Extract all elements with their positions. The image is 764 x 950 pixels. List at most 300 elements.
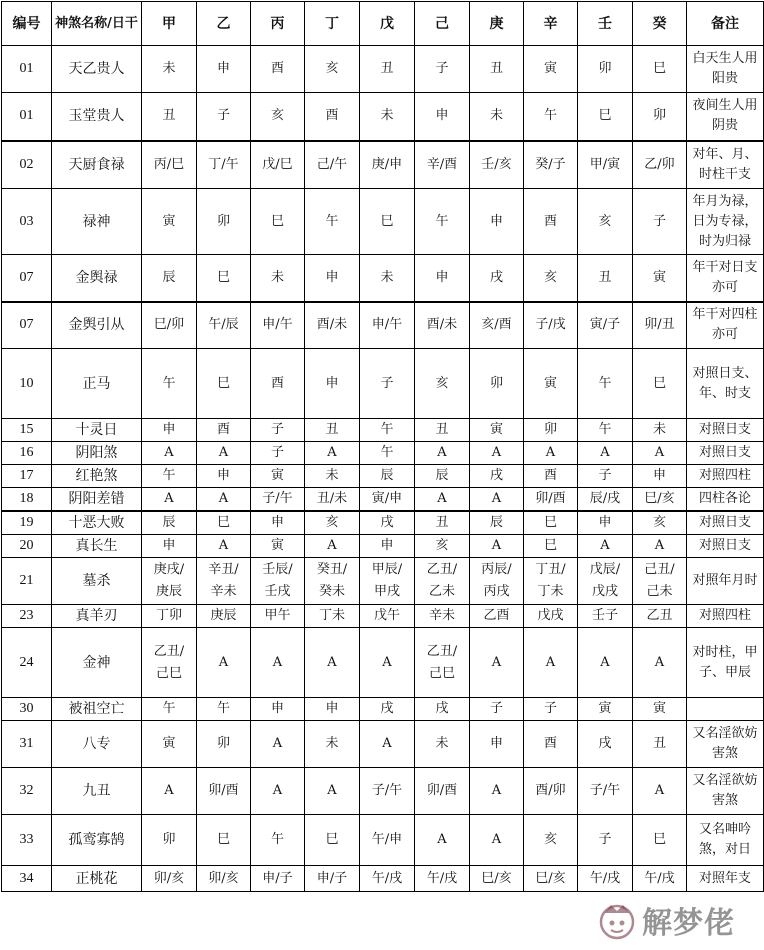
row-number: 02 <box>2 141 52 189</box>
table-row <box>2 46 764 93</box>
stem-cell: A <box>578 535 633 558</box>
stem-cell: 己/午 <box>305 141 360 189</box>
stem-cell: 申/午 <box>251 302 305 349</box>
stem-cell: 戌 <box>360 698 415 721</box>
stem-cell: A <box>142 442 197 465</box>
stem-cell: 甲午 <box>251 605 305 628</box>
stem-cell: 子 <box>197 93 251 141</box>
stem-cell: 酉 <box>305 93 360 141</box>
stem-cell: 寅 <box>142 189 197 255</box>
stem-cell: 子 <box>633 189 687 255</box>
stem-cell: 壬辰/ 壬戌 <box>251 558 305 605</box>
stem-cell: 申 <box>415 93 470 141</box>
stem-cell: 卯 <box>197 721 251 768</box>
stem-cell: 午 <box>578 419 633 442</box>
row-number: 30 <box>2 698 52 721</box>
remark-cell: 对照年月时 <box>687 558 764 605</box>
stem-cell: 庚辰 <box>197 605 251 628</box>
stem-cell: 甲/寅 <box>578 141 633 189</box>
header-cell: 丙 <box>251 2 305 46</box>
stem-cell: 午/戌 <box>578 866 633 892</box>
stem-cell: 巳/亥 <box>470 866 524 892</box>
stem-cell: A <box>360 628 415 698</box>
stem-cell: 午 <box>197 698 251 721</box>
remark-cell: 四柱各论 <box>687 488 764 512</box>
stem-cell: 辰 <box>142 511 197 535</box>
table-row <box>2 558 764 605</box>
stem-cell: 戌 <box>415 698 470 721</box>
stem-cell: A <box>305 442 360 465</box>
stem-cell: A <box>524 442 578 465</box>
shensha-name: 八专 <box>52 721 142 768</box>
remark-cell: 对照年支 <box>687 866 764 892</box>
shensha-name: 真长生 <box>52 535 142 558</box>
stem-cell: 申 <box>578 511 633 535</box>
stem-cell: 巳 <box>197 511 251 535</box>
stem-cell: 午 <box>142 349 197 419</box>
stem-cell: 巳 <box>305 815 360 866</box>
row-number: 23 <box>2 605 52 628</box>
shensha-name: 金神 <box>52 628 142 698</box>
table-row <box>2 93 764 141</box>
remark-cell: 对照日支 <box>687 419 764 442</box>
table-row <box>2 442 764 465</box>
stem-cell: A <box>305 535 360 558</box>
stem-cell: 壬/亥 <box>470 141 524 189</box>
table-row <box>2 189 764 255</box>
shensha-name: 天厨食禄 <box>52 141 142 189</box>
stem-cell: 未 <box>305 465 360 488</box>
stem-cell: 酉 <box>524 189 578 255</box>
stem-cell: 申 <box>470 721 524 768</box>
row-number: 16 <box>2 442 52 465</box>
row-number: 10 <box>2 349 52 419</box>
stem-cell: 卯 <box>578 46 633 93</box>
header-cell: 丁 <box>305 2 360 46</box>
row-number: 07 <box>2 302 52 349</box>
stem-cell: 申 <box>305 349 360 419</box>
stem-cell: 酉/未 <box>415 302 470 349</box>
stem-cell: 巳 <box>251 189 305 255</box>
stem-cell: 子 <box>578 815 633 866</box>
watermark <box>596 894 756 946</box>
stem-cell: A <box>578 628 633 698</box>
stem-cell: 亥 <box>305 511 360 535</box>
row-number: 19 <box>2 511 52 535</box>
stem-cell: 未 <box>415 721 470 768</box>
stem-cell: A <box>360 721 415 768</box>
stem-cell: 未 <box>305 721 360 768</box>
shensha-table <box>1 1 764 892</box>
stem-cell: 巳/亥 <box>633 488 687 512</box>
remark-cell: 对照日支 <box>687 442 764 465</box>
row-number: 01 <box>2 93 52 141</box>
stem-cell: 午 <box>360 419 415 442</box>
header-cell: 乙 <box>197 2 251 46</box>
remark-cell: 对照日支 <box>687 535 764 558</box>
stem-cell: 卯 <box>142 815 197 866</box>
stem-cell: 丑 <box>305 419 360 442</box>
stem-cell: 卯 <box>524 419 578 442</box>
stem-cell: 子/午 <box>251 488 305 512</box>
header-cell: 癸 <box>633 2 687 46</box>
stem-cell: 午 <box>524 93 578 141</box>
header-row <box>2 2 764 46</box>
stem-cell: 亥 <box>251 93 305 141</box>
table-row <box>2 698 764 721</box>
row-number: 15 <box>2 419 52 442</box>
stem-cell: A <box>470 442 524 465</box>
remark-cell: 夜间生人用阴贵 <box>687 93 764 141</box>
stem-cell: A <box>415 815 470 866</box>
stem-cell: 申 <box>251 698 305 721</box>
stem-cell: A <box>305 768 360 815</box>
stem-cell: 巳/卯 <box>142 302 197 349</box>
stem-cell: 子 <box>251 419 305 442</box>
stem-cell: 申 <box>305 255 360 302</box>
stem-cell: 巳 <box>633 46 687 93</box>
stem-cell: 子/午 <box>578 768 633 815</box>
stem-cell: 丁丑/ 丁未 <box>524 558 578 605</box>
table-row <box>2 628 764 698</box>
header-cell: 编号 <box>2 2 52 46</box>
stem-cell: 未 <box>360 93 415 141</box>
remark-cell: 又名淫欲妨害煞 <box>687 721 764 768</box>
row-number: 17 <box>2 465 52 488</box>
stem-cell: 卯/亥 <box>142 866 197 892</box>
row-number: 20 <box>2 535 52 558</box>
stem-cell: A <box>305 628 360 698</box>
stem-cell: 申 <box>197 46 251 93</box>
stem-cell: 辰 <box>142 255 197 302</box>
stem-cell: 申 <box>470 189 524 255</box>
stem-cell: 未 <box>470 93 524 141</box>
stem-cell: A <box>470 815 524 866</box>
stem-cell: 亥 <box>578 189 633 255</box>
stem-cell: 子 <box>415 46 470 93</box>
stem-cell: 辛丑/ 辛未 <box>197 558 251 605</box>
stem-cell: 卯/酉 <box>415 768 470 815</box>
stem-cell: A <box>470 488 524 512</box>
stem-cell: 戊午 <box>360 605 415 628</box>
shensha-name: 金舆禄 <box>52 255 142 302</box>
stem-cell: 亥 <box>633 511 687 535</box>
table-row <box>2 488 764 512</box>
stem-cell: 癸/子 <box>524 141 578 189</box>
remark-cell: 年月为禄，日为专禄，时为归禄 <box>687 189 764 255</box>
stem-cell: 子 <box>360 349 415 419</box>
remark-cell: 对照四柱 <box>687 465 764 488</box>
remark-cell: 对照四柱 <box>687 605 764 628</box>
row-number: 31 <box>2 721 52 768</box>
stem-cell: 巳 <box>197 349 251 419</box>
stem-cell: A <box>251 721 305 768</box>
stem-cell: 巳/亥 <box>524 866 578 892</box>
table-row <box>2 255 764 302</box>
stem-cell: 庚/申 <box>360 141 415 189</box>
stem-cell: 丑 <box>415 511 470 535</box>
remark-cell: 年干对日支亦可 <box>687 255 764 302</box>
stem-cell: 寅 <box>524 46 578 93</box>
remark-cell: 对照日支、年、时支 <box>687 349 764 419</box>
stem-cell: 亥 <box>415 349 470 419</box>
stem-cell: A <box>142 488 197 512</box>
stem-cell: 卯 <box>470 349 524 419</box>
table-row <box>2 535 764 558</box>
stem-cell: 乙酉 <box>470 605 524 628</box>
stem-cell: 癸丑/ 癸未 <box>305 558 360 605</box>
stem-cell: 卯/酉 <box>524 488 578 512</box>
stem-cell: 巳 <box>197 255 251 302</box>
shensha-name: 真羊刃 <box>52 605 142 628</box>
stem-cell: 亥 <box>415 535 470 558</box>
stem-cell: 卯/酉 <box>197 768 251 815</box>
header-cell: 甲 <box>142 2 197 46</box>
table-row <box>2 349 764 419</box>
header-cell: 辛 <box>524 2 578 46</box>
stem-cell: 午/戌 <box>415 866 470 892</box>
stem-cell: 亥 <box>524 815 578 866</box>
stem-cell: 戌 <box>578 721 633 768</box>
header-cell: 壬 <box>578 2 633 46</box>
row-number: 03 <box>2 189 52 255</box>
stem-cell: 己丑/ 己未 <box>633 558 687 605</box>
stem-cell: 丑 <box>578 255 633 302</box>
stem-cell: A <box>633 535 687 558</box>
table-row <box>2 302 764 349</box>
table-row <box>2 605 764 628</box>
stem-cell: 丑 <box>470 46 524 93</box>
stem-cell: 申 <box>197 465 251 488</box>
stem-cell: 申/子 <box>251 866 305 892</box>
stem-cell: 午 <box>415 189 470 255</box>
remark-cell: 对照日支 <box>687 511 764 535</box>
stem-cell: 午/戌 <box>360 866 415 892</box>
shensha-name: 阴阳煞 <box>52 442 142 465</box>
row-number: 07 <box>2 255 52 302</box>
stem-cell: A <box>197 628 251 698</box>
row-number: 24 <box>2 628 52 698</box>
stem-cell: 寅 <box>578 698 633 721</box>
stem-cell: 巳 <box>578 93 633 141</box>
stem-cell: A <box>251 768 305 815</box>
stem-cell: 巳 <box>197 815 251 866</box>
stem-cell: 酉/卯 <box>524 768 578 815</box>
stem-cell: A <box>470 535 524 558</box>
shensha-name: 阴阳差错 <box>52 488 142 512</box>
stem-cell: 午/申 <box>360 815 415 866</box>
stem-cell: 丑 <box>415 419 470 442</box>
stem-cell: A <box>524 628 578 698</box>
stem-cell: 乙/卯 <box>633 141 687 189</box>
stem-cell: 乙丑 <box>633 605 687 628</box>
header-cell: 备注 <box>687 2 764 46</box>
shensha-name: 十恶大败 <box>52 511 142 535</box>
stem-cell: 申 <box>142 419 197 442</box>
stem-cell: 子/戌 <box>524 302 578 349</box>
stem-cell: 巳 <box>633 349 687 419</box>
stem-cell: 亥 <box>524 255 578 302</box>
shensha-name: 红艳煞 <box>52 465 142 488</box>
stem-cell: 申 <box>415 255 470 302</box>
stem-cell: 巳 <box>524 511 578 535</box>
stem-cell: 酉 <box>251 349 305 419</box>
stem-cell: A <box>470 628 524 698</box>
stem-cell: 酉 <box>524 721 578 768</box>
shensha-name: 天乙贵人 <box>52 46 142 93</box>
table-row <box>2 141 764 189</box>
stem-cell: 辰 <box>470 511 524 535</box>
stem-cell: 申/子 <box>305 866 360 892</box>
stem-cell: 午 <box>142 698 197 721</box>
header-cell: 戊 <box>360 2 415 46</box>
stem-cell: 辛/酉 <box>415 141 470 189</box>
stem-cell: 戊戌 <box>524 605 578 628</box>
shensha-name: 玉堂贵人 <box>52 93 142 141</box>
remark-cell <box>687 698 764 721</box>
stem-cell: 巳 <box>524 535 578 558</box>
stem-cell: 寅/申 <box>360 488 415 512</box>
stem-cell: 巳 <box>633 815 687 866</box>
stem-cell: 丁/午 <box>197 141 251 189</box>
table-row <box>2 768 764 815</box>
stem-cell: 辰 <box>360 465 415 488</box>
stem-cell: A <box>251 628 305 698</box>
stem-cell: 辰/戌 <box>578 488 633 512</box>
stem-cell: 未 <box>142 46 197 93</box>
stem-cell: 午 <box>142 465 197 488</box>
stem-cell: 甲辰/ 甲戌 <box>360 558 415 605</box>
row-number: 33 <box>2 815 52 866</box>
table-row <box>2 419 764 442</box>
remark-cell: 又名淫欲妨害煞 <box>687 768 764 815</box>
stem-cell: 酉/未 <box>305 302 360 349</box>
stem-cell: 子 <box>251 442 305 465</box>
row-number: 01 <box>2 46 52 93</box>
stem-cell: 巳 <box>360 189 415 255</box>
shensha-name: 十灵日 <box>52 419 142 442</box>
stem-cell: 午 <box>360 442 415 465</box>
remark-cell: 年干对四柱亦可 <box>687 302 764 349</box>
stem-cell: 丑 <box>360 46 415 93</box>
row-number: 18 <box>2 488 52 512</box>
stem-cell: 寅 <box>251 465 305 488</box>
remark-cell: 对时柱，甲子、甲辰 <box>687 628 764 698</box>
table-row <box>2 465 764 488</box>
stem-cell: 未 <box>251 255 305 302</box>
stem-cell: 卯/亥 <box>197 866 251 892</box>
stem-cell: 寅 <box>633 698 687 721</box>
stem-cell: 申 <box>142 535 197 558</box>
stem-cell: 寅 <box>142 721 197 768</box>
shensha-name: 九丑 <box>52 768 142 815</box>
shensha-name: 金舆引从 <box>52 302 142 349</box>
stem-cell: A <box>633 628 687 698</box>
stem-cell: 丑/未 <box>305 488 360 512</box>
stem-cell: A <box>197 442 251 465</box>
stem-cell: 午 <box>305 189 360 255</box>
table-row <box>2 815 764 866</box>
stem-cell: 辛未 <box>415 605 470 628</box>
stem-cell: 亥 <box>305 46 360 93</box>
stem-cell: 卯 <box>197 189 251 255</box>
stem-cell: 午 <box>251 815 305 866</box>
stem-cell: A <box>197 488 251 512</box>
stem-cell: 申/午 <box>360 302 415 349</box>
stem-cell: 壬子 <box>578 605 633 628</box>
stem-cell: 酉 <box>251 46 305 93</box>
stem-cell: 酉 <box>197 419 251 442</box>
stem-cell: 丙辰/ 丙戌 <box>470 558 524 605</box>
stem-cell: 戊/巳 <box>251 141 305 189</box>
stem-cell: 乙丑/ 己巳 <box>415 628 470 698</box>
stem-cell: 子/午 <box>360 768 415 815</box>
stem-cell: 卯/丑 <box>633 302 687 349</box>
shensha-name: 孤鸾寡鹄 <box>52 815 142 866</box>
stem-cell: 庚戌/ 庚辰 <box>142 558 197 605</box>
stem-cell: 午/戌 <box>633 866 687 892</box>
stem-cell: A <box>415 488 470 512</box>
stem-cell: A <box>470 768 524 815</box>
stem-cell: A <box>578 442 633 465</box>
stem-cell: 辰 <box>415 465 470 488</box>
crown-astrology-icon <box>596 899 638 941</box>
stem-cell: 丁未 <box>305 605 360 628</box>
stem-cell: 午/辰 <box>197 302 251 349</box>
remark-cell: 又名呻吟煞，对日 <box>687 815 764 866</box>
remark-cell: 白天生人用阳贵 <box>687 46 764 93</box>
stem-cell: 申 <box>633 465 687 488</box>
stem-cell: 寅 <box>470 419 524 442</box>
stem-cell: 寅 <box>251 535 305 558</box>
shensha-name: 被祖空亡 <box>52 698 142 721</box>
watermark-text: 解梦佬 <box>642 906 735 941</box>
row-number: 34 <box>2 866 52 892</box>
stem-cell: 寅 <box>633 255 687 302</box>
shensha-name: 正桃花 <box>52 866 142 892</box>
remark-cell: 对年、月、时柱干支 <box>687 141 764 189</box>
stem-cell: 寅/子 <box>578 302 633 349</box>
stem-cell: 丑 <box>142 93 197 141</box>
header-cell: 庚 <box>470 2 524 46</box>
stem-cell: 戌 <box>470 465 524 488</box>
shensha-name: 禄神 <box>52 189 142 255</box>
shensha-name: 墓杀 <box>52 558 142 605</box>
stem-cell: 寅 <box>524 349 578 419</box>
stem-cell: 子 <box>578 465 633 488</box>
header-cell: 己 <box>415 2 470 46</box>
stem-cell: 酉 <box>524 465 578 488</box>
stem-cell: 乙丑/ 己巳 <box>142 628 197 698</box>
table-row <box>2 511 764 535</box>
row-number: 32 <box>2 768 52 815</box>
stem-cell: A <box>197 535 251 558</box>
stem-cell: 申 <box>305 698 360 721</box>
stem-cell: 丑 <box>633 721 687 768</box>
stem-cell: 丙/巳 <box>142 141 197 189</box>
stem-cell: 丁卯 <box>142 605 197 628</box>
table-row <box>2 721 764 768</box>
stem-cell: 申 <box>251 511 305 535</box>
shensha-name: 正马 <box>52 349 142 419</box>
stem-cell: 未 <box>633 419 687 442</box>
stem-cell: A <box>633 768 687 815</box>
header-cell: 神煞名称/日干 <box>52 2 142 46</box>
row-number: 21 <box>2 558 52 605</box>
stem-cell: 戊辰/ 戊戌 <box>578 558 633 605</box>
stem-cell: 未 <box>360 255 415 302</box>
stem-cell: 子 <box>524 698 578 721</box>
